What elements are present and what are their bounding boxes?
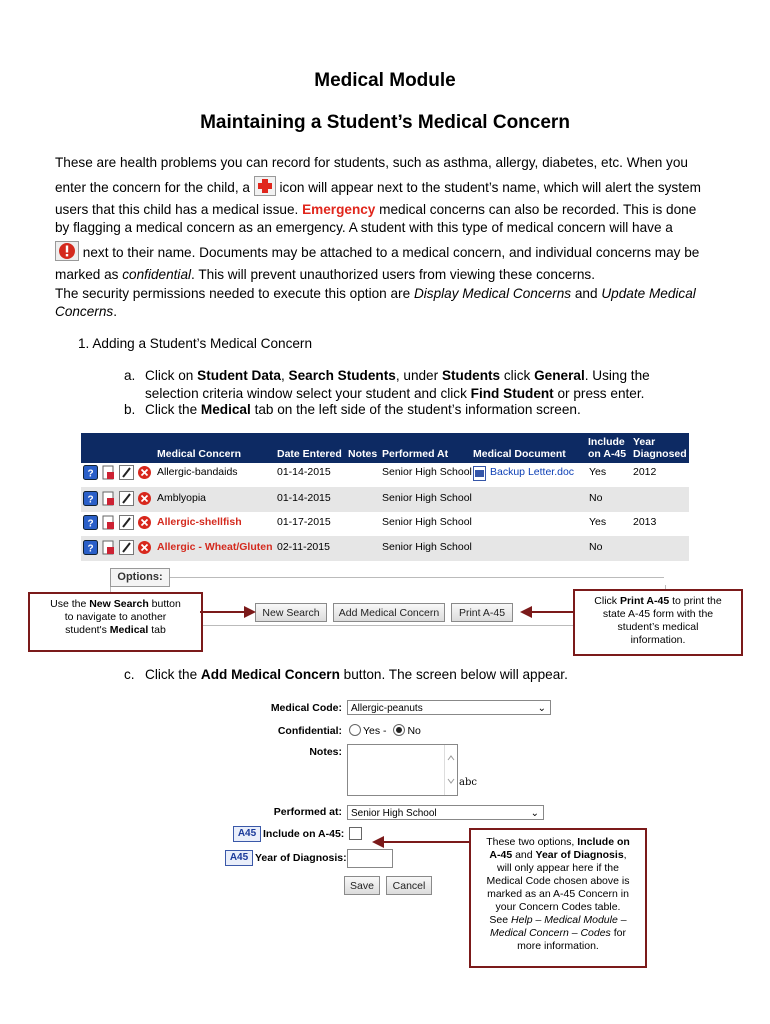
- callout-text: to navigate to another: [64, 611, 167, 623]
- callout-text: your Concern Codes table.: [495, 901, 621, 913]
- intro-line-5: [55, 241, 725, 266]
- permission-display: Display Medical Concerns: [413, 286, 572, 301]
- chevron-down-icon: ⌄: [537, 703, 546, 714]
- security-text: The security permissions needed to execute this option are: [55, 286, 411, 301]
- step-text: button. The screen below will appear.: [343, 667, 568, 682]
- a45-badge-icon: A45: [233, 826, 261, 842]
- col-notes: Notes: [348, 448, 378, 460]
- scroll-arrows-icon: [445, 745, 457, 795]
- cell-include-a45: Yes: [589, 466, 607, 478]
- callout-italic: Help – Medical Module –: [511, 914, 627, 926]
- menu-general: General: [534, 368, 585, 383]
- callout-text: Click: [594, 595, 618, 607]
- cell-date-entered: 02-11-2015: [277, 541, 330, 553]
- step-c-text: [145, 666, 705, 684]
- permission-update-cont: Concerns: [55, 304, 114, 319]
- menu-student-data: Student Data: [197, 368, 281, 383]
- spellcheck-label: abc: [459, 777, 477, 788]
- intro-line-6: [55, 266, 725, 284]
- callout-text: button: [151, 598, 181, 610]
- step-b-marker: b.: [124, 402, 136, 417]
- add-concern-text: Add Medical Concern: [200, 667, 340, 682]
- print-a45-button[interactable]: Print A-45: [451, 603, 513, 622]
- security-line-2: [55, 303, 725, 321]
- callout-text: more information.: [517, 940, 599, 952]
- find-student-text: Find Student: [470, 386, 554, 401]
- confidential-yes-radio[interactable]: [349, 724, 361, 736]
- new-search-callout: [28, 592, 203, 652]
- cell-date-entered: 01-14-2015: [277, 492, 331, 504]
- table-row[interactable]: [81, 536, 689, 561]
- col-include-2: on A-45: [588, 448, 627, 460]
- callout-text: and: [515, 849, 533, 861]
- step-text: Click the: [145, 402, 198, 417]
- page-title: Medical Module: [314, 70, 456, 91]
- cell-performed-at: Senior High School: [382, 541, 472, 553]
- save-button[interactable]: Save: [344, 876, 380, 895]
- security-text: .: [113, 304, 117, 319]
- include-a45-checkbox[interactable]: [349, 827, 362, 840]
- svg-text:?: ?: [87, 543, 94, 555]
- notes-scrollbar[interactable]: [444, 745, 457, 795]
- emergency-alert-icon: [55, 241, 79, 266]
- step-c-marker: c.: [124, 667, 135, 682]
- emergency-text: Emergency: [302, 202, 376, 217]
- edit-pencil-icon[interactable]: [119, 465, 134, 480]
- callout-text: Use the: [50, 598, 87, 610]
- info-icon[interactable]: [83, 515, 98, 530]
- step-b-text: [145, 401, 705, 419]
- col-performed-at: Performed At: [382, 448, 449, 460]
- step-a-text: [145, 367, 705, 403]
- svg-text:?: ?: [87, 468, 94, 480]
- intro-text: marked as: [55, 267, 119, 282]
- col-medical-document: Medical Document: [473, 448, 566, 460]
- new-search-button[interactable]: New Search: [255, 603, 327, 622]
- medical-code-select[interactable]: [347, 700, 551, 715]
- cell-include-a45: No: [589, 492, 603, 504]
- menu-students: Students: [441, 368, 501, 383]
- callout-text: Medical Code chosen above is: [486, 875, 630, 887]
- cell-year-diagnosed: 2013: [633, 516, 657, 528]
- confidential-text: confidential: [122, 267, 192, 282]
- info-icon[interactable]: [83, 491, 98, 506]
- intro-text: . This will prevent unauthorized users from viewing these concerns.: [191, 267, 596, 282]
- callout-text: state A-45 form with the: [602, 608, 714, 620]
- arrow-to-print: [520, 605, 574, 619]
- cell-include-a45: Yes: [589, 516, 607, 528]
- include-a45-label: Include on A-45:: [263, 828, 345, 840]
- cancel-button[interactable]: Cancel: [386, 876, 432, 895]
- document-icon[interactable]: [101, 540, 116, 555]
- table-row[interactable]: [81, 511, 689, 536]
- callout-text: student's: [65, 624, 107, 636]
- svg-text:?: ?: [87, 518, 94, 530]
- col-year-2: Diagnosed: [633, 448, 687, 460]
- arrow-to-new-search: [200, 605, 256, 619]
- step-text: click: [503, 368, 531, 383]
- callout-text: student’s medical: [617, 621, 699, 633]
- info-icon[interactable]: [83, 540, 98, 555]
- arrow-to-a45-options: [372, 835, 472, 849]
- add-medical-concern-button[interactable]: Add Medical Concern: [333, 603, 445, 622]
- performed-at-value: Senior High School: [351, 808, 437, 819]
- table-row[interactable]: [81, 487, 689, 512]
- security-text: and: [574, 286, 598, 301]
- cell-medical-document[interactable]: Backup Letter.doc: [490, 466, 575, 478]
- permission-update: Update Medical: [601, 286, 696, 301]
- step-1-heading: 1. Adding a Student’s Medical Concern: [78, 336, 313, 351]
- callout-bold: Year of Diagnosis: [535, 849, 624, 861]
- intro-line-4: by flagging a medical concern as an emergency. A student with this type of medical concern will have a: [55, 220, 673, 235]
- performed-at-select[interactable]: [347, 805, 544, 820]
- col-medical-concern: Medical Concern: [157, 448, 242, 460]
- cell-date-entered: 01-17-2015: [277, 516, 331, 528]
- medical-code-label: Medical Code:: [270, 702, 342, 714]
- step-text: . Using the: [584, 368, 650, 383]
- callout-bold: New Search: [89, 598, 149, 610]
- col-include-1: Include: [588, 436, 625, 448]
- notes-textarea[interactable]: [347, 744, 458, 796]
- cell-performed-at: Senior High School: [382, 466, 472, 478]
- info-icon[interactable]: [83, 465, 98, 480]
- word-doc-icon: [473, 466, 486, 481]
- step-text: ,: [280, 368, 285, 383]
- confidential-no-radio[interactable]: [393, 724, 405, 736]
- intro-text: icon will appear next to the student’s name, which will alert the system: [279, 180, 701, 195]
- security-line-1: [55, 285, 725, 303]
- no-label: No: [407, 725, 421, 737]
- document-icon[interactable]: [101, 515, 116, 530]
- intro-text: enter the concern for the child, a: [55, 180, 250, 195]
- delete-icon[interactable]: [137, 491, 152, 506]
- intro-text: next to their name. Documents may be attached to a medical concern, and individual concerns may be: [82, 245, 700, 260]
- cell-medical-concern: Allergic-bandaids: [157, 466, 238, 478]
- delete-icon[interactable]: [137, 540, 152, 555]
- step-text: selection criteria window select your student and click: [145, 386, 467, 401]
- intro-line-3: [55, 201, 725, 219]
- print-a45-callout: [573, 589, 743, 656]
- cell-medical-concern: Amblyopia: [157, 492, 207, 504]
- cell-medical-concern: Allergic-shellfish: [157, 516, 242, 528]
- a45-badge-icon-2: A45: [225, 850, 253, 866]
- menu-search-students: Search Students: [288, 368, 396, 383]
- options-label: Options:: [110, 568, 170, 587]
- confidential-label: Confidential:: [277, 725, 342, 737]
- step-a-marker: a.: [124, 368, 136, 383]
- callout-text: for: [613, 927, 626, 939]
- table-row[interactable]: [81, 461, 689, 486]
- callout-text: ,: [623, 849, 627, 861]
- callout-text: See: [489, 914, 509, 926]
- col-date-entered: Date Entered: [277, 448, 342, 460]
- cell-year-diagnosed: 2012: [633, 466, 657, 478]
- callout-text: marked as an A-45 Concern in: [487, 888, 629, 900]
- options-divider: [110, 577, 664, 580]
- document-icon[interactable]: [101, 491, 116, 506]
- cell-include-a45: No: [589, 541, 603, 553]
- year-diagnosis-input[interactable]: [347, 849, 393, 868]
- intro-text: medical concerns can also be recorded. This is done: [379, 202, 697, 217]
- security-paragraph: [55, 285, 725, 321]
- performed-at-label: Performed at:: [273, 806, 342, 818]
- callout-text: will only appear here if the: [497, 862, 619, 874]
- callout-text: to print the: [672, 595, 722, 607]
- callout-bold: A-45: [489, 849, 513, 861]
- confidential-options: [349, 724, 421, 737]
- medical-table-header: [81, 433, 689, 463]
- edit-pencil-icon[interactable]: [119, 491, 134, 506]
- step-text: or press enter.: [557, 386, 645, 401]
- callout-bold: Medical: [109, 624, 149, 636]
- delete-icon[interactable]: [137, 515, 152, 530]
- medical-cross-icon: [254, 176, 276, 201]
- callout-italic: Medical Concern – Codes: [490, 927, 611, 939]
- medical-tab-text: Medical: [200, 402, 251, 417]
- year-diagnosis-label: Year of Diagnosis:: [255, 852, 347, 864]
- edit-pencil-icon[interactable]: [119, 515, 134, 530]
- cell-medical-concern: Allergic - Wheat/Gluten: [157, 541, 273, 553]
- step-text: Click on: [145, 368, 194, 383]
- callout-bold: Print A-45: [619, 595, 670, 607]
- a45-options-callout: [469, 828, 647, 968]
- step-text: Click the: [145, 667, 198, 682]
- cell-date-entered: 01-14-2015: [277, 466, 331, 478]
- medical-code-value: Allergic-peanuts: [351, 703, 423, 714]
- chevron-down-icon: ⌄: [530, 808, 539, 819]
- callout-text: information.: [630, 634, 686, 646]
- cell-performed-at: Senior High School: [382, 516, 472, 528]
- intro-line-2: [55, 176, 725, 201]
- intro-paragraph: [55, 154, 725, 284]
- document-icon[interactable]: [101, 465, 116, 480]
- callout-text: tab: [151, 624, 166, 636]
- yes-label: Yes -: [363, 725, 387, 737]
- col-year-1: Year: [633, 436, 656, 448]
- edit-pencil-icon[interactable]: [119, 540, 134, 555]
- step-text: , under: [395, 368, 439, 383]
- svg-text:?: ?: [87, 494, 94, 506]
- intro-line-1: These are health problems you can record for students, such as asthma, allergy, diabetes, etc. When you: [55, 155, 688, 170]
- cell-performed-at: Senior High School: [382, 492, 472, 504]
- step-text: tab on the left side of the student’s information screen.: [254, 402, 581, 417]
- page-subtitle: Maintaining a Student’s Medical Concern: [200, 112, 570, 133]
- notes-label: Notes:: [309, 746, 342, 758]
- callout-text: These two options,: [486, 836, 575, 848]
- delete-icon[interactable]: [137, 465, 152, 480]
- intro-text: users that this child has a medical issue.: [55, 202, 299, 217]
- spellcheck-icon[interactable]: [459, 777, 477, 788]
- callout-bold: Include on: [577, 836, 630, 848]
